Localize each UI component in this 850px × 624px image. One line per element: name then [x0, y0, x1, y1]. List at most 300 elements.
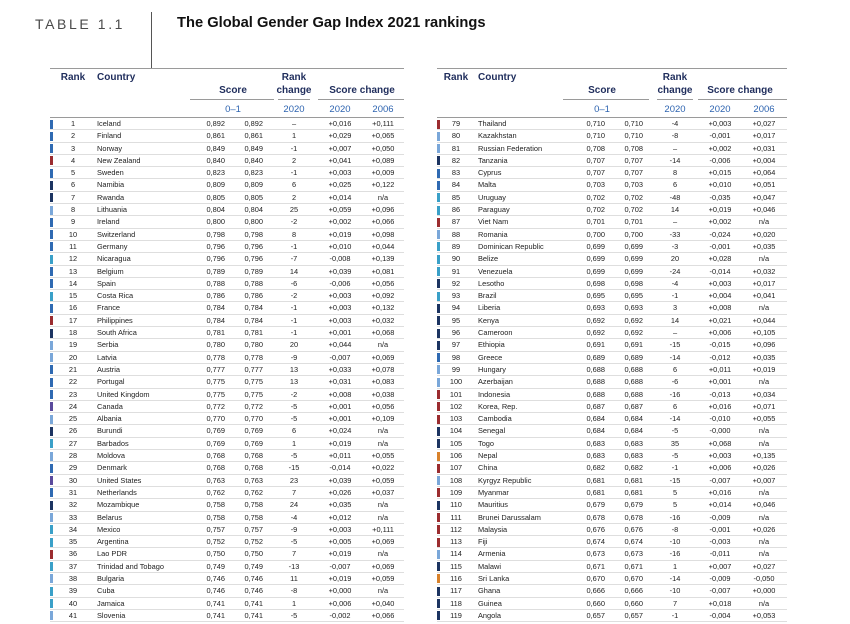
country-cell: Myanmar	[478, 487, 509, 497]
rank-change-cell: -2	[290, 217, 298, 227]
score-cell: 0,681	[586, 475, 605, 485]
score-change-2020-cell: -0,010	[709, 414, 731, 424]
rank-cell: 114	[450, 549, 462, 559]
table-row	[50, 499, 404, 511]
country-cell: Slovenia	[97, 610, 126, 620]
score-change-2006-cell: n/a	[758, 598, 770, 608]
rank-cell: 6	[70, 180, 76, 190]
rank-cell: 5	[70, 168, 76, 178]
score-change-group-rule	[698, 99, 787, 100]
rank-change-cell: -1	[290, 168, 298, 178]
table-row	[50, 241, 404, 253]
rank-cell: 79	[451, 119, 461, 128]
score-change-2020-cell: +0,006	[708, 328, 732, 338]
score-change-2020-cell: -0,035	[709, 192, 731, 202]
table-row	[437, 450, 787, 462]
rank-cell: 86	[451, 205, 461, 215]
country-cell: Nicaragua	[97, 254, 131, 264]
rank-cell: 12	[68, 254, 78, 264]
subheader-score-change-2006: 2006	[372, 104, 394, 115]
table-row	[437, 524, 787, 536]
score-change-2006-cell: +0,040	[371, 598, 395, 608]
country-cell: Finland	[97, 131, 122, 141]
table-row	[50, 315, 404, 327]
score-change-2006-cell: +0,041	[752, 291, 776, 301]
score-change-2006-cell: +0,105	[752, 328, 776, 338]
score-cell: 0,746	[206, 573, 225, 583]
score-value-cell: 0,695	[624, 291, 643, 301]
table-row	[437, 339, 787, 351]
region-marker	[50, 525, 53, 534]
score-value-cell: 0,805	[244, 192, 263, 202]
score-change-2020-cell: +0,016	[328, 119, 352, 128]
score-cell: 0,699	[586, 241, 605, 251]
region-marker	[50, 476, 53, 485]
score-change-2006-cell: +0,047	[752, 192, 776, 202]
score-value-cell: 0,861	[244, 131, 263, 141]
region-marker	[50, 279, 53, 288]
table-row	[437, 241, 787, 253]
rank-change-cell: 6	[291, 180, 297, 190]
rank-cell: 95	[451, 315, 461, 325]
score-change-2020-cell: +0,001	[328, 328, 352, 338]
region-marker	[50, 587, 53, 596]
rank-change-cell: -3	[671, 241, 679, 251]
score-change-2006-cell: n/a	[377, 426, 389, 436]
score-change-2020-cell: +0,016	[708, 401, 732, 411]
rank-change-cell: -5	[671, 426, 679, 436]
score-change-2006-cell: +0,055	[752, 414, 776, 424]
title-divider	[151, 12, 152, 68]
rank-change-cell: -6	[290, 278, 298, 288]
subheader-rank-change-year: 2020	[664, 104, 686, 115]
score-change-2006-cell: +0,051	[752, 180, 776, 190]
rank-cell: 17	[68, 315, 78, 325]
score-cell: 0,775	[206, 389, 225, 399]
rank-cell: 101	[449, 389, 463, 399]
score-change-2006-cell: +0,069	[371, 537, 395, 547]
country-cell: Mozambique	[97, 500, 140, 510]
country-cell: Rwanda	[97, 192, 125, 202]
rank-change-cell: -6	[671, 377, 679, 387]
score-change-2006-cell: +0,009	[371, 168, 395, 178]
country-cell: Barbados	[97, 438, 129, 448]
table-row	[50, 130, 404, 142]
region-marker	[50, 304, 53, 313]
rank-change-cell: -8	[290, 586, 298, 596]
table-row	[50, 512, 404, 524]
rank-cell: 104	[449, 426, 463, 436]
rank-cell: 111	[450, 512, 462, 522]
country-cell: Cyprus	[478, 168, 502, 178]
score-cell: 0,657	[586, 610, 605, 620]
region-marker	[50, 353, 53, 362]
table-row	[50, 524, 404, 536]
table-row	[437, 143, 787, 155]
score-cell: 0,707	[586, 168, 605, 178]
score-change-2020-cell: +0,007	[708, 561, 732, 571]
region-marker	[50, 390, 53, 399]
score-cell: 0,666	[586, 586, 605, 596]
score-value-cell: 0,784	[244, 315, 263, 325]
score-cell: 0,775	[206, 377, 225, 387]
score-change-2006-cell: n/a	[758, 426, 770, 436]
table-row	[50, 327, 404, 339]
score-change-2006-cell: +0,081	[371, 266, 395, 276]
score-change-2020-cell: +0,015	[708, 168, 732, 178]
score-change-2006-cell: +0,044	[371, 241, 395, 251]
score-cell: 0,796	[206, 254, 225, 264]
score-change-2020-cell: +0,026	[328, 487, 352, 497]
score-value-cell: 0,710	[624, 119, 643, 128]
rank-cell: 103	[449, 414, 463, 424]
score-value-cell: 0,800	[244, 217, 263, 227]
score-change-2020-cell: +0,010	[328, 241, 352, 251]
score-change-2020-cell: +0,011	[328, 451, 352, 461]
table-row	[437, 573, 787, 585]
header-country: Country	[478, 72, 517, 83]
score-change-2020-cell: +0,021	[708, 315, 732, 325]
table-row	[50, 598, 404, 610]
score-cell: 0,758	[206, 512, 225, 522]
rank-change-cell: -1	[290, 303, 298, 313]
score-value-cell: 0,710	[624, 131, 643, 141]
score-change-2020-cell: +0,059	[328, 205, 352, 215]
score-value-cell: 0,683	[624, 451, 643, 461]
score-change-2006-cell: +0,059	[371, 475, 395, 485]
header-country: Country	[97, 72, 136, 83]
score-change-2006-cell: +0,031	[752, 143, 776, 153]
score-change-2006-cell: +0,135	[752, 451, 776, 461]
score-value-cell: 0,703	[624, 180, 643, 190]
rank-change-cell: 14	[670, 315, 680, 325]
score-value-cell: 0,784	[244, 303, 263, 313]
score-value-cell: 0,666	[624, 586, 643, 596]
country-cell: Belize	[478, 254, 499, 264]
score-value-cell: 0,741	[244, 598, 263, 608]
score-cell: 0,699	[586, 266, 605, 276]
score-change-2006-cell: n/a	[377, 438, 389, 448]
header-rank-change-line2: change	[276, 85, 312, 96]
score-cell: 0,758	[206, 500, 225, 510]
score-cell: 0,670	[586, 573, 605, 583]
country-cell: Brunei Darussalam	[478, 512, 541, 522]
score-change-2020-cell: +0,019	[328, 549, 352, 559]
table-row	[437, 475, 787, 487]
rank-cell: 15	[68, 291, 78, 301]
score-value-cell: 0,758	[244, 512, 263, 522]
country-cell: Germany	[97, 241, 128, 251]
rank-change-cell: -2	[290, 291, 298, 301]
score-change-2020-cell: -0,008	[329, 254, 351, 264]
score-group-rule	[563, 99, 649, 100]
country-cell: Venezuela	[478, 266, 513, 276]
score-cell: 0,671	[586, 561, 605, 571]
table-row	[437, 192, 787, 204]
rank-cell: 24	[68, 401, 78, 411]
country-cell: Canada	[97, 401, 123, 411]
header-score-change: Score change	[707, 85, 773, 96]
score-change-2020-cell: +0,003	[708, 119, 732, 128]
score-change-2006-cell: +0,066	[371, 217, 395, 227]
rank-cell: 102	[449, 401, 463, 411]
rank-cell: 35	[68, 537, 78, 547]
score-change-2020-cell: +0,068	[708, 438, 732, 448]
rank-cell: 32	[68, 500, 78, 510]
rank-change-cell: 35	[670, 438, 680, 448]
subheader-score-change-2006: 2006	[753, 104, 775, 115]
country-cell: United States	[97, 475, 142, 485]
country-cell: Uruguay	[478, 192, 506, 202]
score-change-2006-cell: n/a	[758, 217, 770, 227]
score-value-cell: 0,804	[244, 205, 263, 215]
rank-cell: 2	[70, 131, 76, 141]
score-cell: 0,698	[586, 278, 605, 288]
score-change-2020-cell: +0,019	[328, 438, 352, 448]
table-row	[437, 389, 787, 401]
country-cell: Spain	[97, 278, 116, 288]
region-marker	[50, 181, 53, 190]
rank-cell: 37	[68, 561, 78, 571]
score-cell: 0,768	[206, 463, 225, 473]
score-value-cell: 0,691	[624, 340, 643, 350]
table-row	[50, 167, 404, 179]
score-value-cell: 0,746	[244, 586, 263, 596]
score-cell: 0,805	[206, 192, 225, 202]
region-marker	[50, 193, 53, 202]
table-row	[437, 118, 787, 130]
score-change-2020-cell: -0,003	[709, 537, 731, 547]
score-value-cell: 0,673	[624, 549, 643, 559]
table-label: TABLE 1.1	[35, 16, 126, 32]
rank-cell: 84	[451, 180, 461, 190]
table-row	[50, 253, 404, 265]
score-cell: 0,789	[206, 266, 225, 276]
table-row	[437, 585, 787, 597]
rank-change-cell: -5	[290, 414, 298, 424]
score-value-cell: 0,707	[624, 168, 643, 178]
rank-change-cell: 1	[291, 438, 297, 448]
score-change-2020-cell: +0,006	[708, 463, 732, 473]
score-change-2020-cell: +0,016	[708, 487, 732, 497]
score-cell: 0,823	[206, 168, 225, 178]
table-row	[50, 389, 404, 401]
score-value-cell: 0,681	[624, 475, 643, 485]
table-row	[437, 598, 787, 610]
rank-change-cell: 25	[289, 205, 299, 215]
score-group-rule	[190, 99, 274, 100]
score-change-2020-cell: +0,008	[328, 389, 352, 399]
score-cell: 0,710	[586, 131, 605, 141]
score-change-2006-cell: +0,000	[752, 586, 776, 596]
score-value-cell: 0,699	[624, 241, 643, 251]
rank-cell: 40	[68, 598, 78, 608]
page-title: The Global Gender Gap Index 2021 rankings	[177, 15, 486, 31]
rank-change-cell: 8	[672, 168, 678, 178]
rankings-table-left	[50, 68, 404, 624]
score-value-cell: 0,692	[624, 328, 643, 338]
rank-change-group-rule	[278, 99, 310, 100]
header-rank-change-line1: Rank	[281, 72, 307, 83]
rank-change-cell: -1	[671, 291, 679, 301]
score-change-2006-cell: +0,020	[752, 229, 776, 239]
rank-change-cell: –	[291, 119, 297, 128]
country-cell: Serbia	[97, 340, 119, 350]
table-row	[437, 487, 787, 499]
score-change-2020-cell: +0,025	[328, 180, 352, 190]
country-cell: Liberia	[478, 303, 501, 313]
region-marker	[50, 132, 53, 141]
country-cell: Portugal	[97, 377, 125, 387]
country-cell: Togo	[478, 438, 495, 448]
table-body	[437, 118, 787, 622]
score-value-cell: 0,788	[244, 278, 263, 288]
rank-change-cell: 13	[289, 364, 299, 374]
rank-cell: 30	[68, 475, 78, 485]
table-row	[437, 376, 787, 388]
score-cell: 0,786	[206, 291, 225, 301]
score-cell: 0,769	[206, 438, 225, 448]
score-change-2020-cell: +0,003	[328, 524, 352, 534]
score-value-cell: 0,750	[244, 549, 263, 559]
score-change-2020-cell: +0,029	[328, 131, 352, 141]
score-value-cell: 0,772	[244, 401, 263, 411]
score-cell: 0,772	[206, 401, 225, 411]
score-cell: 0,684	[586, 414, 605, 424]
subheader-score-change-2020: 2020	[709, 104, 731, 115]
score-change-2006-cell: +0,065	[371, 131, 395, 141]
table-row	[437, 155, 787, 167]
country-cell: Belarus	[97, 512, 123, 522]
score-change-2020-cell: -0,004	[709, 610, 731, 620]
rank-change-cell: -8	[671, 131, 679, 141]
score-change-2006-cell: +0,035	[752, 352, 776, 362]
score-change-2006-cell: n/a	[758, 438, 770, 448]
country-cell: Lao PDR	[97, 549, 127, 559]
table-row	[50, 401, 404, 413]
score-cell: 0,798	[206, 229, 225, 239]
rank-change-cell: -4	[290, 512, 298, 522]
rank-change-cell: –	[672, 328, 678, 338]
subheader-score-range: 0–1	[225, 104, 241, 115]
score-value-cell: 0,763	[244, 475, 263, 485]
score-change-2006-cell: +0,055	[371, 451, 395, 461]
score-value-cell: 0,692	[624, 315, 643, 325]
table-row	[437, 462, 787, 474]
score-change-2020-cell: +0,000	[328, 586, 352, 596]
score-value-cell: 0,762	[244, 487, 263, 497]
score-cell: 0,780	[206, 340, 225, 350]
subheader-score-range: 0–1	[594, 104, 610, 115]
score-change-2020-cell: -0,011	[709, 549, 731, 559]
score-cell: 0,700	[586, 229, 605, 239]
region-marker	[50, 550, 53, 559]
score-change-2006-cell: +0,096	[752, 340, 776, 350]
score-value-cell: 0,657	[624, 610, 643, 620]
country-cell: Ethiopia	[478, 340, 505, 350]
rank-change-cell: -16	[669, 389, 681, 399]
rank-change-cell: 14	[289, 266, 299, 276]
region-marker	[50, 488, 53, 497]
score-cell: 0,840	[206, 155, 225, 165]
rankings-table-right	[437, 68, 787, 624]
score-value-cell: 0,796	[244, 241, 263, 251]
score-value-cell: 0,777	[244, 364, 263, 374]
score-cell: 0,861	[206, 131, 225, 141]
table-row	[50, 450, 404, 462]
rank-change-cell: -15	[288, 463, 300, 473]
score-value-cell: 0,689	[624, 352, 643, 362]
country-cell: Switzerland	[97, 229, 136, 239]
score-change-2006-cell: +0,004	[752, 155, 776, 165]
score-cell: 0,804	[206, 205, 225, 215]
rank-change-cell: 6	[291, 426, 297, 436]
score-change-2020-cell: -0,000	[709, 426, 731, 436]
country-cell: Netherlands	[97, 487, 137, 497]
rank-cell: 107	[449, 463, 463, 473]
country-cell: Romania	[478, 229, 508, 239]
score-change-2020-cell: +0,035	[328, 500, 352, 510]
rank-cell: 4	[70, 155, 76, 165]
score-change-2006-cell: +0,068	[371, 328, 395, 338]
score-value-cell: 0,683	[624, 438, 643, 448]
rank-cell: 116	[450, 573, 462, 583]
rank-cell: 85	[451, 192, 461, 202]
table-row	[437, 401, 787, 413]
rank-cell: 16	[68, 303, 78, 313]
rank-cell: 100	[449, 377, 463, 387]
country-cell: Lithuania	[97, 205, 127, 215]
score-cell: 0,849	[206, 143, 225, 153]
score-cell: 0,778	[206, 352, 225, 362]
country-cell: Malaysia	[478, 524, 508, 534]
rank-change-group-rule	[657, 99, 693, 100]
rank-cell: 1	[70, 119, 76, 128]
rank-change-cell: -2	[290, 389, 298, 399]
score-change-2020-cell: +0,033	[328, 364, 352, 374]
score-change-2006-cell: +0,059	[371, 573, 395, 583]
rank-change-cell: -13	[288, 561, 300, 571]
score-value-cell: 0,702	[624, 192, 643, 202]
score-cell: 0,702	[586, 205, 605, 215]
score-change-2020-cell: -0,002	[329, 610, 351, 620]
table-row	[50, 155, 404, 167]
score-change-2020-cell: +0,039	[328, 266, 352, 276]
score-change-2020-cell: +0,001	[328, 401, 352, 411]
table-row	[437, 130, 787, 142]
table-row	[50, 302, 404, 314]
score-change-2020-cell: +0,005	[328, 537, 352, 547]
score-change-2006-cell: +0,098	[371, 229, 395, 239]
score-change-2020-cell: -0,015	[709, 340, 731, 350]
rank-change-cell: -10	[669, 537, 681, 547]
score-change-2006-cell: +0,122	[371, 180, 395, 190]
score-value-cell: 0,676	[624, 524, 643, 534]
rank-cell: 7	[70, 192, 76, 202]
rank-change-cell: 1	[291, 598, 297, 608]
country-cell: Viet Nam	[478, 217, 509, 227]
score-cell: 0,683	[586, 451, 605, 461]
score-value-cell: 0,708	[624, 143, 643, 153]
country-cell: Philippines	[97, 315, 133, 325]
table-row	[437, 561, 787, 573]
country-cell: Iceland	[97, 119, 121, 128]
score-change-2006-cell: n/a	[377, 340, 389, 350]
score-cell: 0,710	[586, 119, 605, 128]
rank-change-cell: 1	[291, 131, 297, 141]
score-change-2006-cell: +0,046	[752, 205, 776, 215]
country-cell: Austria	[97, 364, 121, 374]
